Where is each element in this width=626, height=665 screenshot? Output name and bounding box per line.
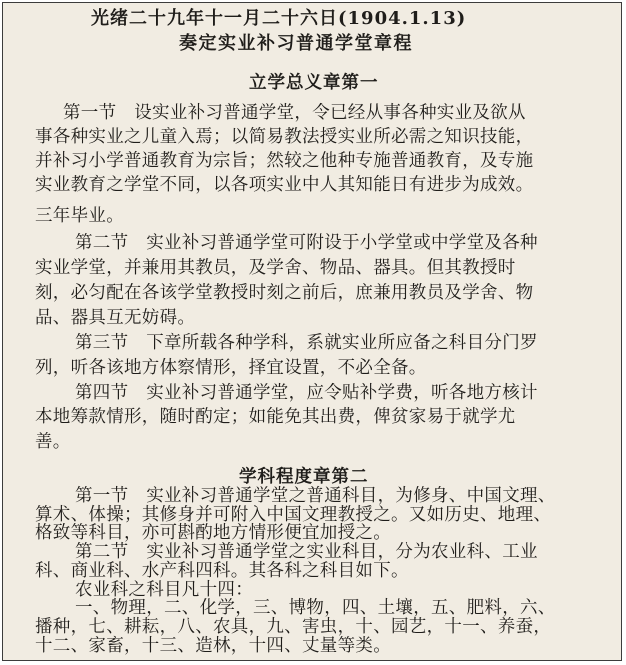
document-date-title: 光绪二十九年十一月二十六日(1904.1.13) xyxy=(91,8,467,29)
paragraph-line: 事各种实业之儿童入焉；以简易教法授实业所必需之知识技能， xyxy=(35,127,534,147)
paragraph-line: 刻，必匀配在各该学堂教授时刻之前后，庶兼用教员及学舍、物 xyxy=(35,283,534,303)
document-title: 奏定实业补习普通学堂章程 xyxy=(179,33,413,54)
paragraph-line: 第三节 下章所载各种学科，系就实业所应备之科目分门罗 xyxy=(75,333,538,353)
paragraph-line: 第一节 设实业补习普通学堂，令已经从事各种实业及欲从 xyxy=(63,103,526,123)
paragraph-line: 列，听各该地方体察情形，择宜设置，不必全备。 xyxy=(35,358,427,378)
paragraph-line: 格致等科目，亦可斟酌地方情形便宜加授之。 xyxy=(35,523,391,544)
paragraph-line: 算术、体操；其修身并可附入中国文理教授之。又如历史、地理、 xyxy=(35,504,552,525)
paragraph-line: 第二节 实业补习普通学堂之实业科目，分为农业科、工业 xyxy=(75,542,538,563)
paragraph-line: 第二节 实业补习普通学堂可附设于小学堂或中学堂及各种 xyxy=(75,233,538,253)
paragraph-line: 三年毕业。 xyxy=(35,206,124,226)
document-frame xyxy=(2,2,622,661)
paragraph-line: 本地筹款情形，随时酌定；如能免其出费，俾贫家易于就学尤 xyxy=(35,407,516,427)
paragraph-line: 善。 xyxy=(35,432,71,452)
paragraph-line: 十二、家畜，十三、造林，十四、丈量等类。 xyxy=(35,636,391,656)
paragraph-line: 第一节 实业补习普通学堂之普通科目，为修身、中国文理、 xyxy=(75,485,556,506)
paragraph-line: 一、物理，二、化学，三、博物，四、土壤，五、肥料，六、 xyxy=(75,598,556,619)
scanned-page xyxy=(3,3,621,660)
paragraph-line: 实业学堂，并兼用其教员，及学舍、物品、器具。但其教授时 xyxy=(35,258,516,278)
paragraph-line: 实业教育之学堂不同，以各项实业中人其知能日有进步为成效。 xyxy=(35,175,534,195)
paragraph-line: 科、商业科、水产科四科。其各科之科目如下。 xyxy=(35,560,409,581)
paragraph-line: 播种，七、耕耘，八、农具，九、害虫，十、园艺，十一、养蚕， xyxy=(35,617,552,638)
paragraph-line: 农业科之科目凡十四： xyxy=(75,579,253,600)
chapter-heading: 学科程度章第二 xyxy=(239,467,369,487)
paragraph-line: 第四节 实业补习普通学堂，应令贴补学费，听各地方核计 xyxy=(75,383,538,403)
paragraph-line: 品、器具互无妨碍。 xyxy=(35,308,196,328)
paragraph-line: 并补习小学普通教育为宗旨；然较之他种专施普通教育，及专施 xyxy=(35,151,534,171)
chapter-heading: 立学总义章第一 xyxy=(249,73,379,93)
